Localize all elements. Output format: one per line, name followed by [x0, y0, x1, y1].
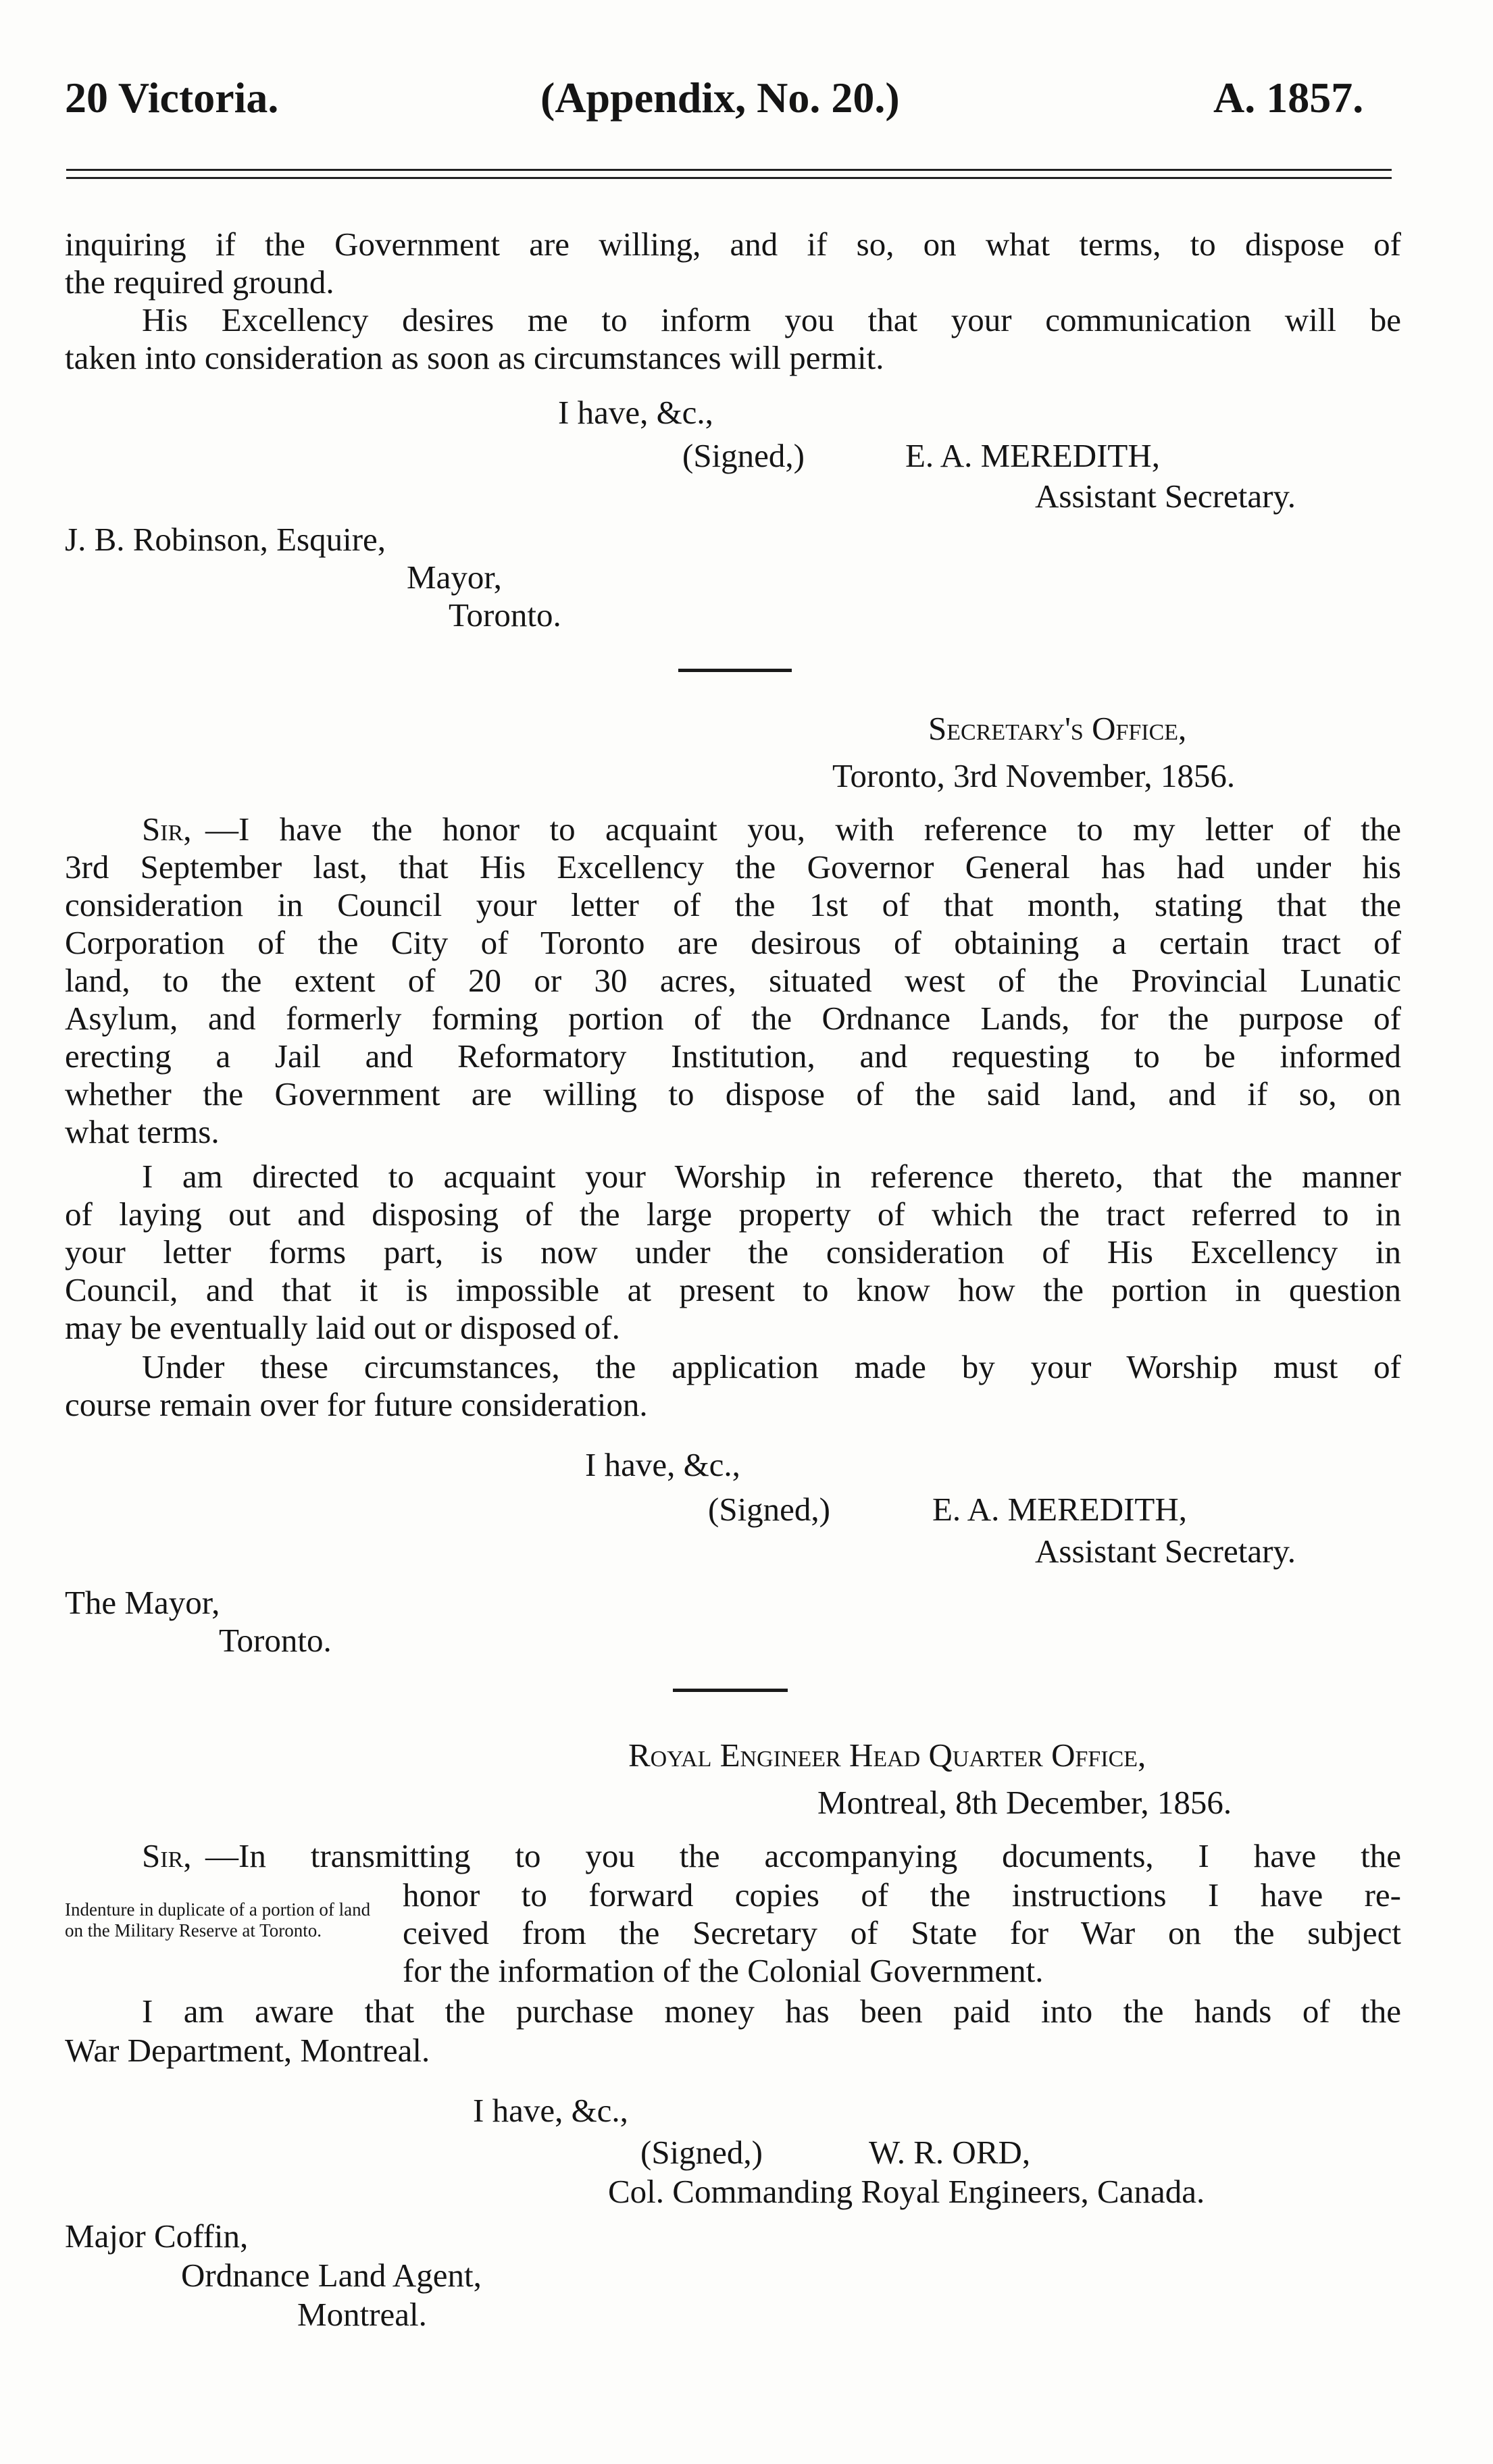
letter1-addressee-title: Mayor, — [407, 559, 502, 596]
letter1-signer: E. A. MEREDITH, — [905, 437, 1160, 474]
paragraph-line: erecting a Jail and Reformatory Institution, and requesting to be informed — [65, 1037, 1401, 1075]
paragraph-line: may be eventually laid out or disposed of. — [65, 1309, 620, 1346]
letter3-addressee-title: Ordnance Land Agent, — [181, 2257, 482, 2294]
paragraph-line: I am directed to acquaint your Worship in reference thereto, that the manner — [142, 1158, 1401, 1195]
paragraph-line: for the information of the Colonial Government. — [403, 1952, 1044, 1989]
paragraph-line: —In transmitting to you the accompanying documents, I have the — [205, 1837, 1401, 1874]
letter1-closing: I have, &c., — [558, 394, 713, 431]
letter2-addressee-place: Toronto. — [219, 1622, 332, 1659]
letter3-addressee-place: Montreal. — [297, 2296, 427, 2333]
paragraph-line: your letter forms part, is now under the consideration of His Excellency in — [65, 1233, 1401, 1270]
letter3-place-date: Montreal, 8th December, 1856. — [817, 1784, 1232, 1821]
paragraph-line: inquiring if the Government are willing, and if so, on what terms, to dispose of — [65, 226, 1401, 263]
paragraph-line: Corporation of the City of Toronto are desirous of obtaining a certain tract of — [65, 924, 1401, 961]
paragraph-line: Asylum, and formerly forming portion of the Ordnance Lands, for the purpose of — [65, 1000, 1401, 1037]
letter1-signed: (Signed,) — [682, 437, 805, 474]
paragraph-line: land, to the extent of 20 or 30 acres, situated west of the Provincial Lunatic — [65, 962, 1401, 999]
letter1-addressee-name: J. B. Robinson, Esquire, — [65, 521, 386, 558]
paragraph-line: 3rd September last, that His Excellency the Governor General has had under his — [65, 848, 1401, 886]
header-center: (Appendix, No. 20.) — [540, 74, 900, 122]
section-divider — [678, 669, 792, 672]
letter3-closing: I have, &c., — [473, 2092, 628, 2129]
paragraph-line: His Excellency desires me to inform you that your communication will be — [142, 301, 1401, 338]
letter1-signer-title: Assistant Secretary. — [1035, 478, 1296, 515]
paragraph-line: Under these circumstances, the application made by your Worship must of — [142, 1348, 1401, 1385]
letter3-signer: W. R. ORD, — [869, 2134, 1031, 2171]
paragraph-line: what terms. — [65, 1113, 220, 1150]
paragraph-line: —I have the honor to acquaint you, with reference to my letter of the — [205, 811, 1401, 848]
letter3-addressee-name: Major Coffin, — [65, 2217, 249, 2255]
header-rule-top — [66, 169, 1392, 171]
paragraph-line: the required ground. — [65, 263, 334, 301]
letter3-office: Royal Engineer Head Quarter Office, — [628, 1737, 1146, 1774]
letter2-signed: (Signed,) — [708, 1491, 830, 1528]
letter3-signer-title: Col. Commanding Royal Engineers, Canada. — [608, 2173, 1205, 2210]
header-left: 20 Victoria. — [65, 74, 279, 122]
letter2-signer-title: Assistant Secretary. — [1035, 1533, 1296, 1570]
paragraph-line: I am aware that the purchase money has been paid into the hands of the — [142, 1993, 1401, 2030]
letter2-addressee-title: The Mayor, — [65, 1584, 220, 1621]
letter2-salutation: Sir, — [142, 811, 192, 848]
letter2-closing: I have, &c., — [585, 1446, 740, 1483]
paragraph-line: taken into consideration as soon as circumstances will permit. — [65, 339, 884, 376]
paragraph-line: whether the Government are willing to dispose of the said land, and if so, on — [65, 1075, 1401, 1112]
letter1-addressee-place: Toronto. — [449, 596, 561, 634]
paragraph-line: of laying out and disposing of the large property of which the tract referred to in — [65, 1196, 1401, 1233]
paragraph-line: War Department, Montreal. — [65, 2032, 430, 2069]
header-right: A. 1857. — [1213, 74, 1364, 122]
letter2-signer: E. A. MEREDITH, — [932, 1491, 1187, 1528]
letter3-signed: (Signed,) — [640, 2134, 763, 2171]
section-divider — [673, 1689, 788, 1692]
letter2-place-date: Toronto, 3rd November, 1856. — [832, 757, 1236, 794]
letter2-office: Secretary's Office, — [928, 710, 1187, 747]
margin-note: Indenture in duplicate of a portion of land on the Military Reserve at Toronto. — [65, 1899, 371, 1941]
paragraph-line: Council, and that it is impossible at present to know how the portion in question — [65, 1271, 1401, 1308]
paragraph-line: ceived from the Secretary of State for War on the subject — [403, 1914, 1401, 1951]
paragraph-line: course remain over for future consideration. — [65, 1386, 648, 1423]
paragraph-line: honor to forward copies of the instructions I have re- — [403, 1876, 1401, 1914]
paragraph-line: consideration in Council your letter of the 1st of that month, stating that the — [65, 886, 1401, 923]
header-rule-bottom — [66, 177, 1392, 179]
letter3-salutation: Sir, — [142, 1837, 192, 1874]
